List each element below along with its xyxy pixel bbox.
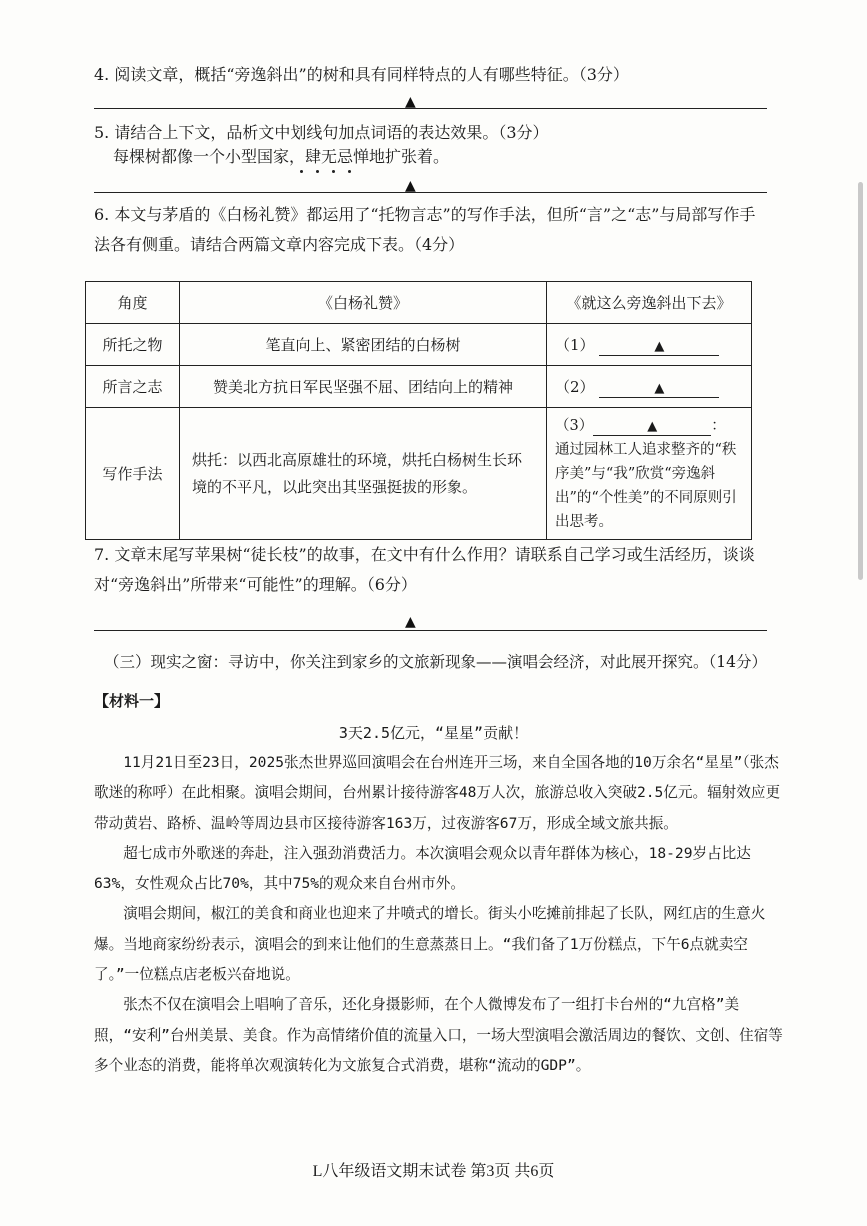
- answer-marker-5: ▲: [405, 178, 416, 194]
- emphasis-dot: [332, 170, 335, 173]
- row-angle: 所托之物: [86, 324, 180, 366]
- question-4: 4. 阅读文章，概括“旁逸斜出”的树和具有同样特点的人有哪些特征。（3分）: [94, 65, 629, 84]
- question-7: 7. 文章末尾写苹果树“徒长枝”的故事，在文中有什么作用？请联系自己学习或生活经历，谈谈对“旁逸斜出”所带来“可能性”的理解。（6分）: [94, 545, 755, 594]
- answer-blank[interactable]: ▲: [599, 381, 719, 398]
- emphasis-dot: [348, 170, 351, 173]
- answer-marker-7: ▲: [405, 614, 416, 630]
- row-angle: 所言之志: [86, 366, 180, 408]
- blank-tail: ：: [711, 417, 726, 434]
- table-row: [86, 408, 752, 540]
- question-5-sentence: 每棵树都像一个小型国家，肆无忌惮地扩张着。: [113, 147, 450, 166]
- question-6: 6. 本文与茅盾的《白杨礼赞》都运用了“托物言志”的写作手法，但所“言”之“志”与局部写作手法各有侧重。请结合两篇文章内容完成下表。（4分）: [94, 205, 756, 254]
- answer-line-4: [94, 108, 767, 109]
- blank-number: （3）: [555, 417, 594, 434]
- answer-line-5: [94, 192, 767, 193]
- answer-blank[interactable]: ▲: [599, 339, 719, 356]
- row-angle: 写作手法: [86, 408, 180, 540]
- answer-line-7: [94, 630, 767, 631]
- paragraph: 演唱会期间，椒江的美食和商业也迎来了井喷式的增长。街头小吃摊前排起了长队，网红店的生意火爆。当地商家纷纷表示，演唱会的到来让他们的生意蒸蒸日上。“我们备了1万份糕点，下午6点就卖空了。”一位糕点店老板兴奋地说。: [94, 905, 766, 984]
- material-1-body: [94, 748, 784, 1081]
- paragraph: 11月21日至23日，2025张杰世界巡回演唱会在台州连开三场，来自全国各地的10万余名“星星”（张杰歌迷的称呼）在此相聚。演唱会期间，台州累计接待游客48万人次，旅游总收入突破2.5亿元。辐射效应更带动黄岩、路桥、温岭等周边县市区接待游客163万，过夜游客67万，形成全域文旅共振。: [94, 754, 781, 832]
- table-header-row: [86, 282, 752, 324]
- material-1-title: 3天2.5亿元，“星星”贡献！: [338, 724, 529, 742]
- paragraph: 超七成市外歌迷的奔赴，注入强劲消费活力。本次演唱会观众以青年群体为核心，18-29岁占比达63%，女性观众占比70%，其中75%的观众来自台州市外。: [94, 844, 751, 893]
- blank-number: （2）: [555, 377, 595, 396]
- section-3-heading: （三）现实之窗：寻访中，你关注到家乡的文旅新现象——演唱会经济，对此展开探究。（14分）: [104, 653, 767, 671]
- page-footer: L八年级语文期末试卷 第3页 共6页: [312, 1163, 555, 1180]
- table-row: [86, 324, 752, 366]
- table-header: 《就这么旁逸斜出下去》: [547, 282, 752, 324]
- scrollbar[interactable]: [858, 182, 863, 580]
- question-5: 5. 请结合上下文，品析文中划线句加点词语的表达效果。（3分）: [94, 123, 549, 142]
- material-1-label: 【材料一】: [94, 692, 170, 710]
- comparison-table: [85, 281, 752, 540]
- row-answer: [547, 408, 752, 540]
- row-baiyang: 烘托：以西北高原雄壮的环境，烘托白杨树生长环境的不平凡，以此突出其坚强挺拔的形象。: [180, 408, 547, 540]
- row-note: 通过园林工人追求整齐的“秩序美”与“我”欣赏“旁逸斜出”的“个性美”的不同原则引出思考。: [555, 441, 737, 530]
- answer-blank[interactable]: ▲: [593, 419, 711, 436]
- answer-marker-4: ▲: [405, 94, 416, 110]
- emphasis-dot: [300, 170, 303, 173]
- row-baiyang: 笔直向上、紧密团结的白杨树: [180, 324, 547, 366]
- table-row: [86, 366, 752, 408]
- table-header: 《白杨礼赞》: [180, 282, 547, 324]
- emphasis-dot: [316, 170, 319, 173]
- row-answer: [547, 324, 752, 366]
- table-header: 角度: [86, 282, 180, 324]
- row-answer: [547, 366, 752, 408]
- blank-number: （1）: [555, 335, 595, 354]
- paragraph: 张杰不仅在演唱会上唱响了音乐，还化身摄影师，在个人微博发布了一组打卡台州的“九宫格”美照，“安利”台州美景、美食。作为高情绪价值的流量入口，一场大型演唱会激活周边的餐饮、文创、住宿等多个业态的消费，能将单次观演转化为文旅复合式消费，堪称“流动的GDP”。: [94, 996, 783, 1074]
- row-baiyang: 赞美北方抗日军民坚强不屈、团结向上的精神: [180, 366, 547, 408]
